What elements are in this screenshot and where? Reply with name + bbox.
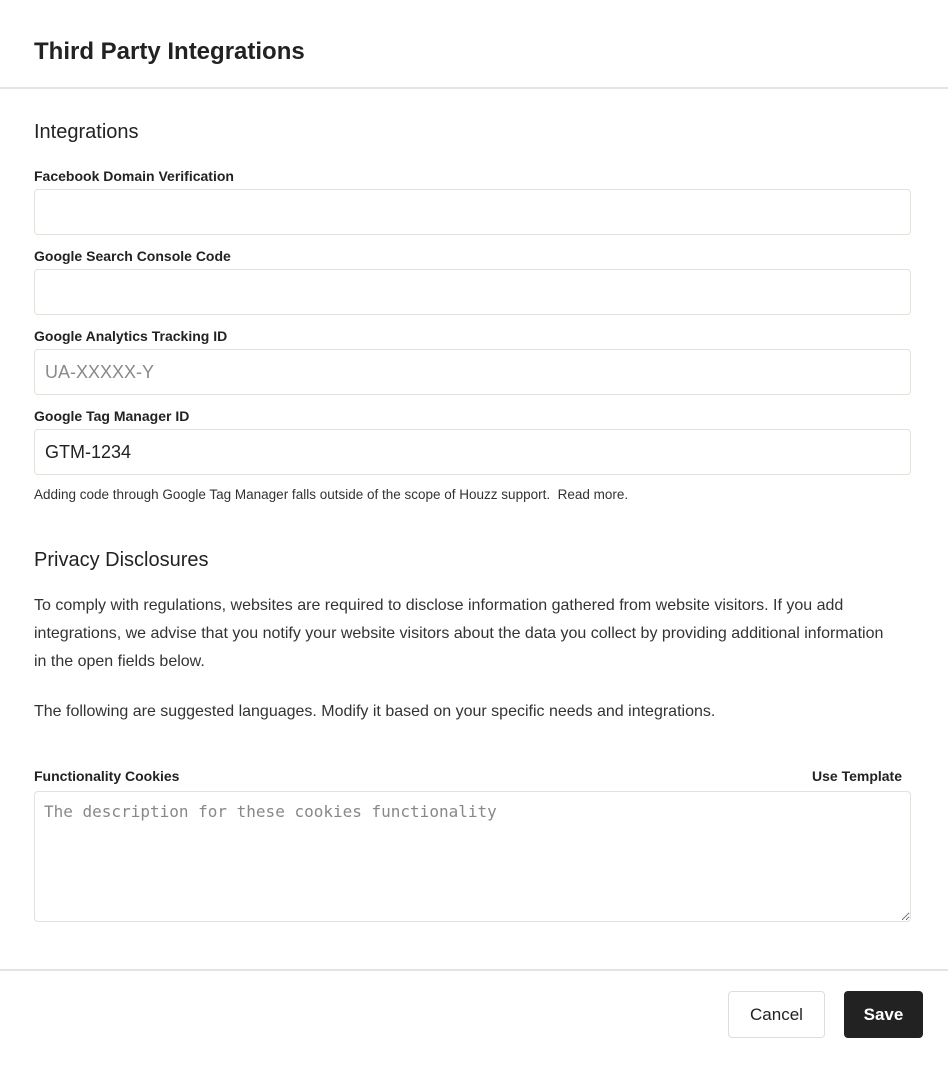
search-console-label: Google Search Console Code bbox=[34, 248, 231, 264]
integrations-heading: Integrations bbox=[34, 121, 139, 143]
analytics-id-input[interactable] bbox=[34, 349, 911, 395]
save-button[interactable]: Save bbox=[844, 991, 923, 1038]
footer-divider bbox=[0, 969, 948, 971]
privacy-paragraph: To comply with regulations, websites are required to disclose information gathered from website visitors. If you add integrations, we advise that you notify your website visitors about the data you collect by providing additional information in the open fields below. bbox=[34, 597, 884, 670]
facebook-domain-input[interactable] bbox=[34, 189, 911, 235]
tag-manager-help bbox=[34, 487, 628, 502]
search-console-input[interactable] bbox=[34, 269, 911, 315]
tag-manager-input[interactable] bbox=[34, 429, 911, 475]
header-divider bbox=[0, 87, 948, 89]
functionality-cookies-textarea[interactable] bbox=[34, 791, 911, 922]
help-text: Adding code through Google Tag Manager falls outside of the scope of Houzz support. bbox=[34, 487, 551, 502]
analytics-label: Google Analytics Tracking ID bbox=[34, 328, 228, 344]
functionality-cookies-label: Functionality Cookies bbox=[34, 768, 180, 784]
privacy-heading: Privacy Disclosures bbox=[34, 549, 209, 571]
use-template-button[interactable]: Use Template bbox=[812, 768, 902, 784]
facebook-label: Facebook Domain Verification bbox=[34, 168, 234, 184]
read-more-link[interactable]: Read more. bbox=[557, 487, 629, 502]
tag-manager-label: Google Tag Manager ID bbox=[34, 408, 190, 424]
suggested-languages-text: The following are suggested languages. Modify it based on your specific needs and integrations. bbox=[34, 703, 716, 720]
cancel-button[interactable]: Cancel bbox=[728, 991, 825, 1038]
page-title: Third Party Integrations bbox=[34, 38, 305, 65]
